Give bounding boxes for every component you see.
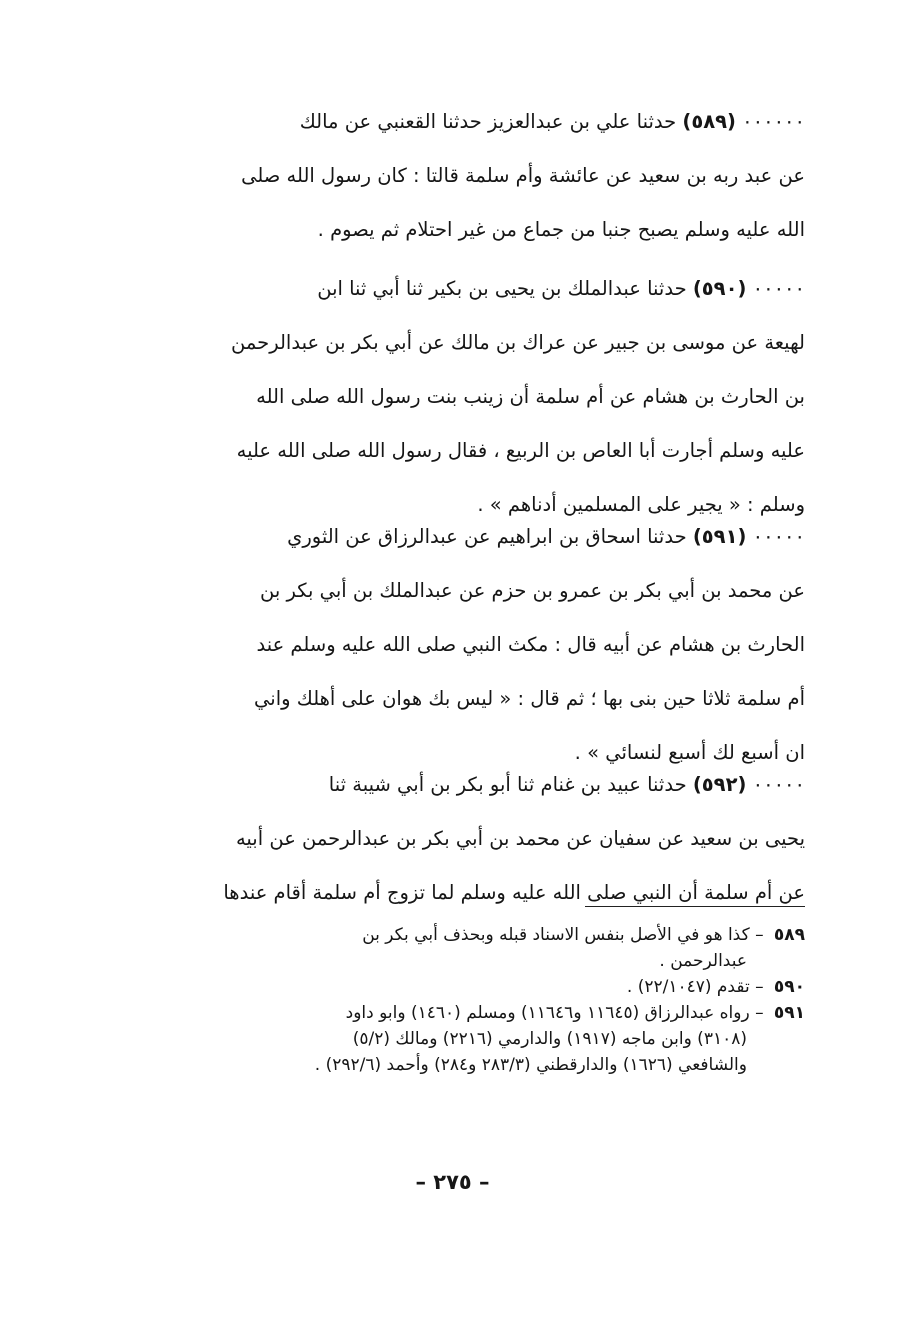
footnote-589 bbox=[105, 922, 805, 948]
footnote-590 bbox=[105, 974, 805, 1000]
hadith-text-line: حدثنا اسحاق بن ابراهيم عن عبدالرزاق عن الثوري bbox=[287, 525, 687, 548]
hadith-592 bbox=[105, 758, 805, 920]
hadith-number: (٥٨٩) bbox=[682, 110, 736, 133]
footnote-text-line: – كذا هو في الأصل بنفس الاسناد قبله وبحذف أبي بكر بن bbox=[362, 925, 764, 945]
hadith-text-line: عليه وسلم أجارت أبا العاص بن الربيع ، فقال رسول الله صلى الله عليه bbox=[236, 439, 805, 462]
hadith-text-line: عن محمد بن أبي بكر بن عمرو بن حزم عن عبدالملك بن أبي بكر بن bbox=[260, 579, 805, 602]
hadith-number: (٥٩٠) bbox=[692, 277, 747, 300]
hadith-number: (٥٩٢) bbox=[692, 773, 747, 796]
hadith-lead-dots: ٠٠٠٠٠ bbox=[752, 773, 805, 796]
hadith-text-line: الله عليه وسلم يصبح جنبا من جماع من غير احتلام ثم يصوم . bbox=[317, 218, 805, 241]
hadith-589 bbox=[105, 95, 805, 257]
footnote-589-continuation bbox=[105, 948, 805, 974]
hadith-text-line: عن أم سلمة أن النبي صلى الله عليه وسلم لما تزوج أم سلمة أقام عندها bbox=[223, 881, 805, 904]
hadith-text-line: حدثنا عبيد بن غنام ثنا أبو بكر بن أبي شيبة ثنا bbox=[328, 773, 687, 796]
hadith-text-line: بن الحارث بن هشام عن أم سلمة أن زينب بنت رسول الله صلى الله bbox=[256, 385, 805, 408]
hadith-text-line: لهيعة عن موسى بن جبير عن عراك بن مالك عن أبي بكر بن عبدالرحمن bbox=[231, 331, 805, 354]
hadith-text-line: أم سلمة ثلاثا حين بنى بها ؛ ثم قال : « ليس بك هوان على أهلك واني bbox=[254, 687, 805, 710]
footnote-number: ٥٩١ bbox=[773, 1003, 805, 1023]
hadith-number: (٥٩١) bbox=[692, 525, 747, 548]
footnote-divider bbox=[585, 906, 805, 907]
footnote-591-continuation bbox=[105, 1052, 805, 1078]
footnote-number: ٥٨٩ bbox=[773, 925, 805, 945]
footnote-591 bbox=[105, 1000, 805, 1026]
hadith-text-line: وسلم : « يجير على المسلمين أدناهم » . bbox=[477, 493, 805, 516]
hadith-lead-dots: ٠٠٠٠٠٠ bbox=[742, 110, 805, 133]
footnote-591-continuation bbox=[105, 1026, 805, 1052]
footnote-text-line: – رواه عبدالرزاق (١١٦٤٥ و١١٦٤٦) ومسلم (١٤٦٠) وابو داود bbox=[345, 1003, 764, 1023]
hadith-text-line: ان أسبع لك أسبع لنسائي » . bbox=[574, 741, 805, 764]
hadith-text-line: حدثنا علي بن عبدالعزيز حدثنا القعنبي عن مالك bbox=[299, 110, 677, 133]
footnote-text-line: – تقدم (٢٢/١٠٤٧) . bbox=[626, 977, 764, 997]
hadith-text-line: الحارث بن هشام عن أبيه قال : مكث النبي صلى الله عليه وسلم عند bbox=[256, 633, 805, 656]
hadith-591 bbox=[105, 510, 805, 780]
hadith-lead-dots: ٠٠٠٠٠ bbox=[752, 277, 805, 300]
page-number: – ٢٧٥ – bbox=[415, 1170, 490, 1194]
footnotes bbox=[105, 922, 805, 1078]
hadith-text-line: يحيى بن سعيد عن سفيان عن محمد بن أبي بكر بن عبدالرحمن عن أبيه bbox=[235, 827, 805, 850]
footnote-text-line: (٣١٠٨) وابن ماجه (١٩١٧) والدارمي (٢٢١٦) ومالك (٥/٢) bbox=[352, 1029, 747, 1049]
hadith-text-line: عن عبد ربه بن سعيد عن عائشة وأم سلمة قالتا : كان رسول الله صلى bbox=[241, 164, 805, 187]
footnote-text-line: عبدالرحمن . bbox=[659, 951, 747, 971]
footnote-number: ٥٩٠ bbox=[773, 977, 805, 997]
hadith-lead-dots: ٠٠٠٠٠ bbox=[752, 525, 805, 548]
hadith-text-line: حدثنا عبدالملك بن يحيى بن بكير ثنا أبي ثنا ابن bbox=[317, 277, 687, 300]
hadith-590 bbox=[105, 262, 805, 532]
footnote-text-line: والشافعي (١٦٢٦) والدارقطني (٢٨٣/٣ و٢٨٤) وأحمد (٢٩٢/٦) . bbox=[314, 1055, 747, 1075]
